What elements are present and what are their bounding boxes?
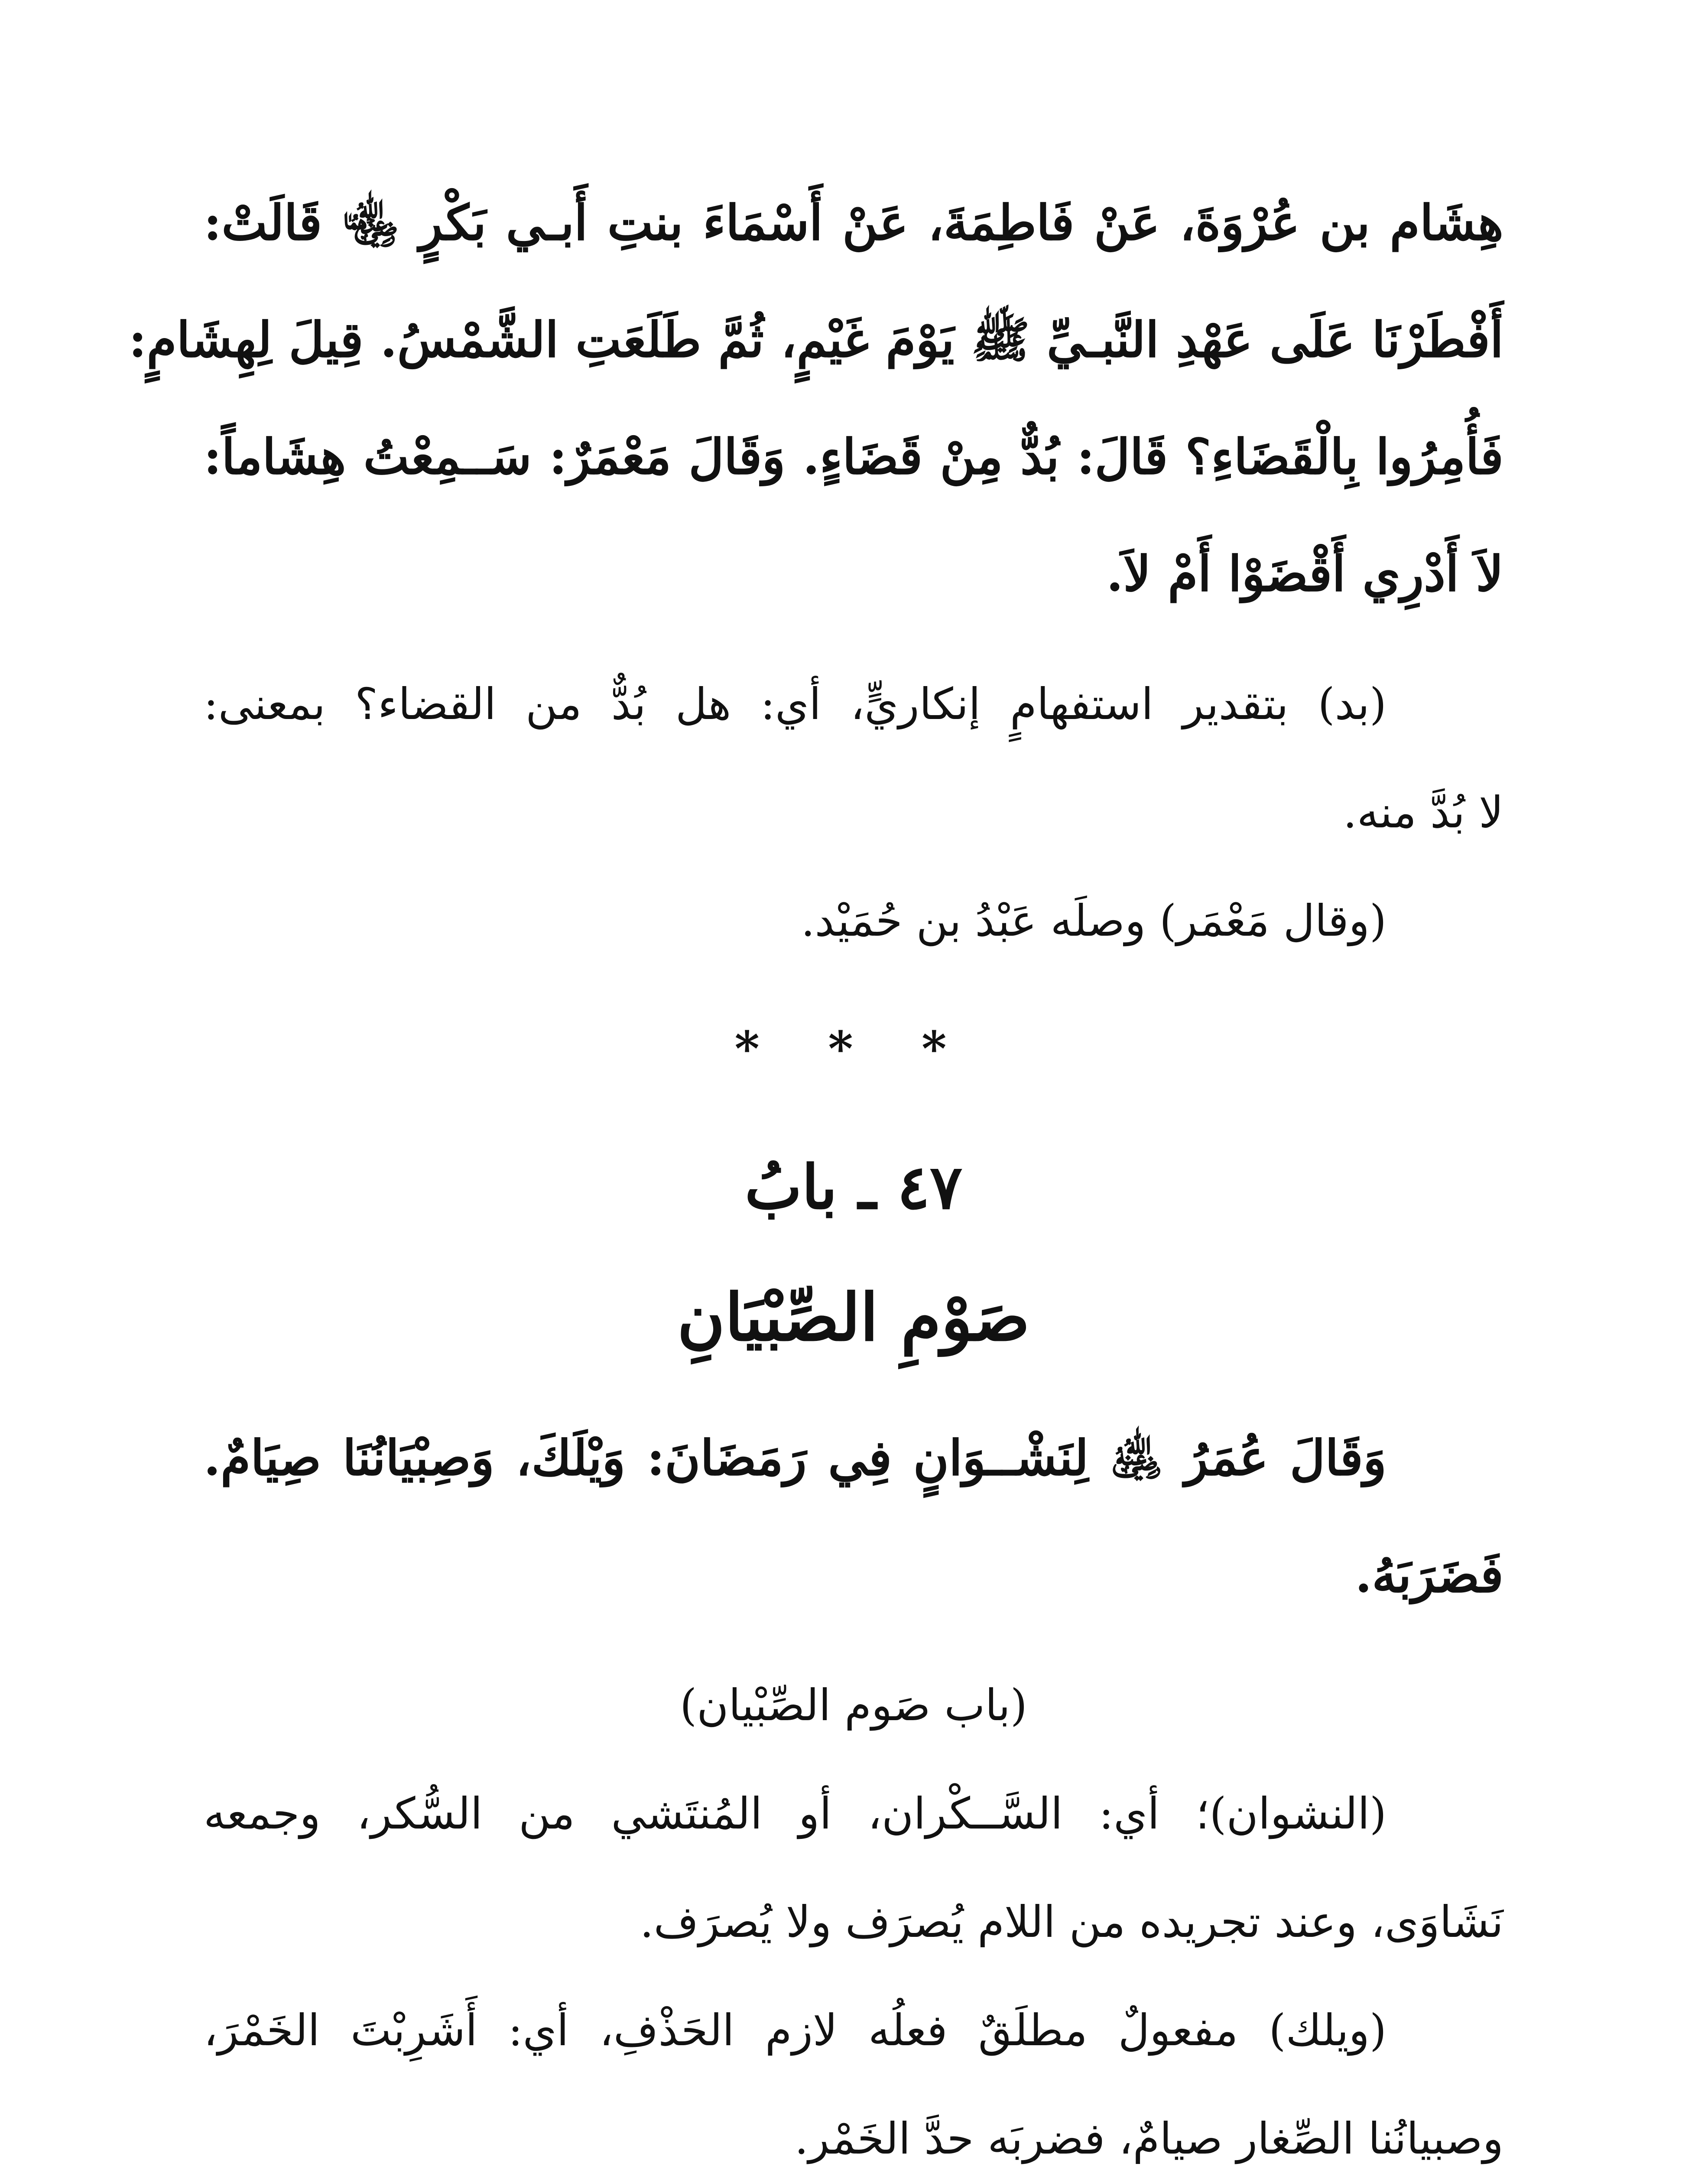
commentary-1-line-1: (بد) بتقدير استفهامٍ إنكاريٍّ، أي: هل بُدٌّ من القضاء؟ بمعنى: xyxy=(204,679,1387,729)
hadith-top-line-3: فَأُمِرُوا بِالْقَضَاءِ؟ قَالَ: بُدٌّ مِنْ قَضَاءٍ. وَقَالَ مَعْمَرٌ: سَــمِعْتُ هِشَاماً: xyxy=(204,429,1503,485)
commentary-3-para2-line-2: وصبيانُنا الصِّغار صيامٌ، فضربَه حدَّ الخَمْر. xyxy=(794,2113,1503,2164)
commentary-3-heading: (باب صَوم الصِّبْيان) xyxy=(680,1680,1027,1731)
hadith-top xyxy=(128,165,1503,633)
commentary-3 xyxy=(204,1651,1503,2167)
chapter-title: صَوْمِ الصِّبْيَانِ xyxy=(677,1279,1030,1356)
commentary-3-para2-line-1: (ويلك) مفعولٌ مطلَقٌ فعلُه لازم الحَذْفِ، أي: أَشَرِبْتَ الخَمْرَ، xyxy=(204,2005,1387,2056)
commentary-2-line-1: (وقال مَعْمَر) وصلَه عَبْدُ بن حُمَيْد. xyxy=(801,895,1387,946)
page-content xyxy=(128,165,1503,2167)
hadith-top-line-4: لاَ أَدْرِي أَقْضَوْا أَمْ لاَ. xyxy=(1106,546,1503,602)
separator-stars: * * * xyxy=(734,1021,973,1077)
hadith-2-line-1: وَقَالَ عُمَرُ ﵁ لِنَشْــوَانٍ فِي رَمَضَانَ: وَيْلَكَ، وَصِبْيَانُنَا صِيَامٌ. xyxy=(204,1430,1387,1487)
commentary-1 xyxy=(204,650,1503,867)
commentary-2 xyxy=(204,867,1503,975)
commentary-3-para1-line-2: نَشَاوَى، وعند تجريده من اللام يُصرَف ولا يُصرَف. xyxy=(640,1897,1503,1947)
chapter-number: ٤٧ ـ بابُ xyxy=(744,1152,963,1223)
hadith-top-line-1: هِشَام بن عُرْوَةَ، عَنْ فَاطِمَةَ، عَنْ أَسْمَاءَ بنتِ أَبـي بَكْرٍ ﵄ قَالَتْ: xyxy=(204,195,1503,251)
commentary-1-line-2: لا بُدَّ منه. xyxy=(1343,787,1503,838)
hadith-2 xyxy=(204,1400,1503,1634)
commentary-3-para1-line-1: (النشوان)؛ أي: السَّــكْران، أو المُنتَشي من السُّكر، وجمعه xyxy=(204,1788,1387,1839)
hadith-top-line-2: أَفْطَرْنَا عَلَى عَهْدِ النَّبـيِّ ﷺ يَوْمَ غَيْمٍ، ثُمَّ طَلَعَتِ الشَّمْسُ. قِيلَ لِهِشَامٍ: xyxy=(128,312,1503,368)
hadith-2-line-2: فَضَرَبَهُ. xyxy=(1355,1547,1503,1604)
